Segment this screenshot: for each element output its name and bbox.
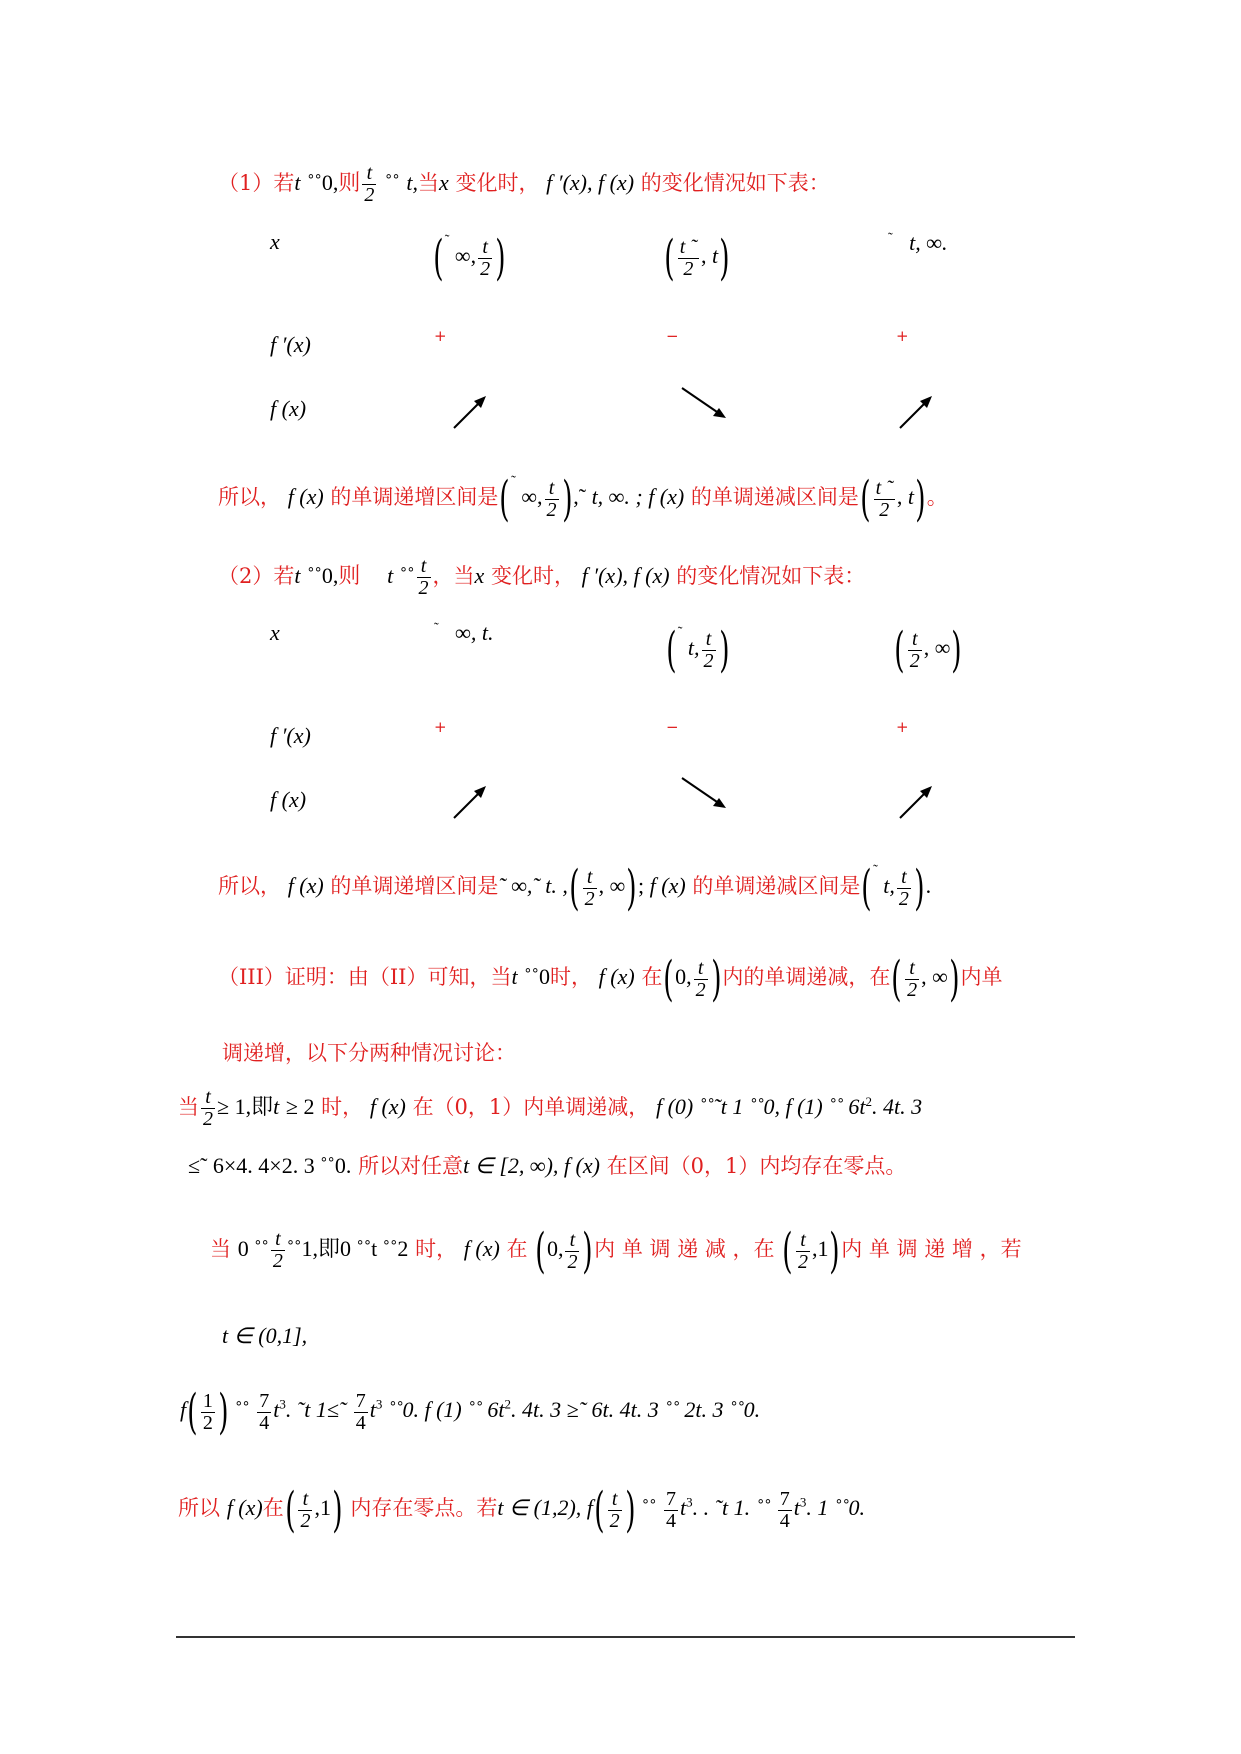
part3-line5: 当 0 ˚˚ $\frac{t}{2}$ ˚˚1,即0 ˚˚t ˚˚2 时， f (x) 在 (0, $\frac{t}{2}$ )内 单 调 递 减 ，在 ( $\frac{t}{2}$ ,1)内 单 调 递 增 ，若 [210, 1223, 1022, 1279]
part3-line6: t ∈ (0,1], [222, 1323, 308, 1348]
row-label-fprime: f ′(x) [270, 332, 311, 357]
decreasing-arrow-icon [680, 384, 730, 424]
interval-t-half-to-t: ( $\frac{t ˜}{2}$ , t) [664, 230, 730, 286]
when: 当 [418, 171, 440, 195]
fraction-t-over-2: $\frac{t}{2}$ [364, 162, 375, 206]
interval-minus-inf-to-t: ˜ ∞, t. [434, 620, 494, 645]
part3-line3: 当 $\frac{t}{2}$ ≥ 1,即t ≥ 2 时， f (x) 在（0，1）内单调递减， f (0) ˚˚˜t 1 ˚˚0, f (1) ˚˚ $6t^2$. 4t. 3 [178, 1086, 923, 1130]
decreasing-arrow-icon [680, 774, 730, 814]
increasing-arrow-icon [896, 392, 936, 432]
derivative-expr: f ′(x), f (x) [546, 170, 635, 195]
case2-conclusion: 所以， f (x) 的单调递增区间是˜ ∞,˜ t. ,( $\frac{t}{2}$ , ∞); f (x) 的单调递减区间是(˜ t, $\frac{t}{2}$ ). [218, 860, 932, 916]
row-label-f: f (x) [270, 396, 307, 421]
part3-line4: ≤˜ 6×4. 4×2. 3 ˚˚0. 所以对任意t ∈ [2, ∞), f (x) 在区间（0，1）内均存在零点。 [188, 1153, 907, 1178]
increasing-arrow-icon [450, 782, 490, 822]
garbled-glyph: ˚˚0, [307, 170, 339, 195]
interval-minus-inf-to-t-half: (˜ ∞, $\frac{t}{2}$ ) [433, 230, 506, 286]
part3-line1: （III）证明：由（II）可知，当t ˚˚0时， f (x) 在(0, $\frac{t}{2}$ )内的单调递减，在( $\frac{t}{2}$ , ∞)内单 [218, 951, 1003, 1007]
interval-t-to-inf: ˜ t, ∞. [888, 230, 948, 255]
row-label-f: f (x) [270, 787, 307, 812]
case1-intro [218, 163, 830, 206]
part3-line2: 调递增，以下分两种情况讨论： [222, 1041, 516, 1065]
row-label-x: x [270, 620, 280, 645]
sign-plus: + [896, 327, 909, 345]
increasing-arrow-icon [450, 392, 490, 432]
sign-plus: + [896, 718, 909, 736]
interval-t-half-to-inf: ( $\frac{t}{2}$ , ∞) [894, 622, 962, 678]
case1-conclusion: 所以， f (x) 的单调递增区间是(˜ ∞, $\frac{t}{2}$ ),˜ t, ∞. ; f (x) 的单调递减区间是( $\frac{t ˜}{2}$ , t)。 [218, 471, 948, 527]
var-t: t, [406, 170, 419, 195]
footer-divider [176, 1636, 1075, 1638]
var-t: t [294, 170, 301, 195]
case2-label: （2）若 [218, 564, 295, 588]
row-label-fprime: f ′(x) [270, 723, 311, 748]
var-x: x [439, 170, 449, 195]
interval-t-to-t-half: (˜ t, $\frac{t}{2}$ ) [666, 622, 730, 678]
part3-line8: 所以 f (x)在( $\frac{t}{2}$ ,1) 内存在零点。若t ∈ (1,2), f( $\frac{t}{2}$ ) ˚˚ $\frac{7}{4}$ $t^3$. . ˜t 1. ˚˚ $\frac{7}{4}$ $t^3$. 1 ˚˚0. [178, 1482, 866, 1538]
then: 则 [338, 170, 361, 195]
changes-text: 变化时， [455, 171, 540, 195]
table-caption: 的变化情况如下表： [640, 171, 830, 195]
row-label-x: x [270, 229, 280, 254]
case2-intro: （2）若t ˚˚0,则 t ˚˚ $\frac{t}{2}$ ，当x 变化时， f ′(x), f (x) 的变化情况如下表： [218, 555, 866, 599]
sign-minus: − [666, 718, 679, 736]
sign-minus: − [666, 327, 679, 345]
sign-plus: + [434, 718, 447, 736]
increasing-arrow-icon [896, 782, 936, 822]
case1-label: （1）若 [218, 171, 295, 195]
part3-line7: f( $\frac{1}{2}$ ) ˚˚ $\frac{7}{4}$ $t^3$. ˜t 1≤˜ $\frac{7}{4}$ $t^3$ ˚˚0. f (1) ˚˚ $6t^2$. 4t. 3 ≥˜ 6t. 4t. 3 ˚˚ 2t. 3 ˚˚0. [180, 1384, 761, 1440]
sign-plus: + [434, 327, 447, 345]
garbled-glyph: ˚˚ [385, 170, 400, 195]
